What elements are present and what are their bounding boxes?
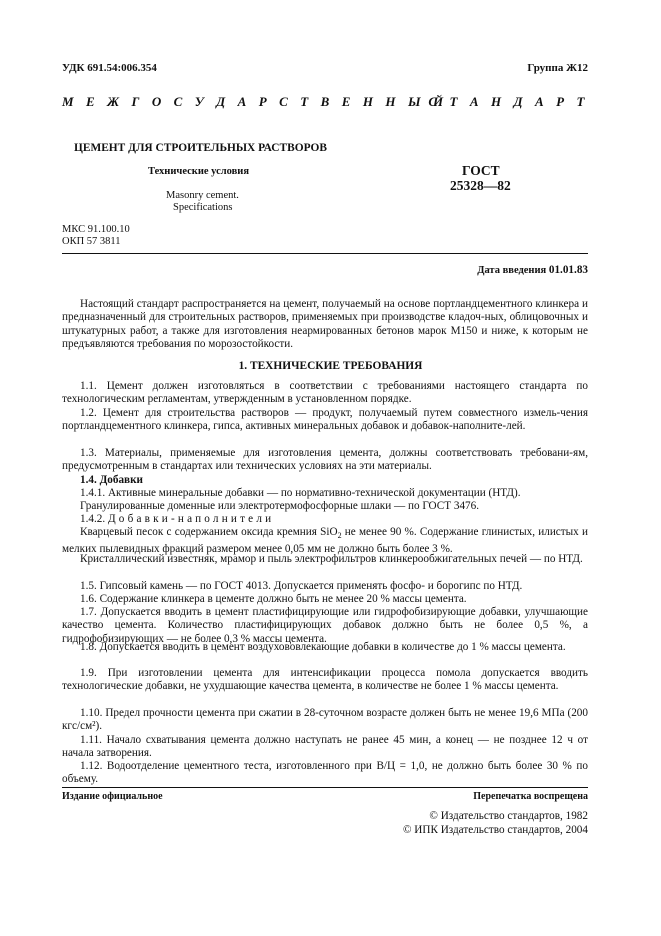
intro-paragraph: Настоящий стандарт распространяется на цемент, получаемый на основе портландцементного клинкера и предназначенный для строительных растворов, применяемых при производстве кладоч-ных, облицовочных и штукатурных работ, а также для изготовления неармированных бетонов марок М150 и ниже, к которым не предъявляются требования по морозостойкости.: [62, 298, 588, 351]
clause-1-2: 1.2. Цемент для строительства растворов — продукт, получаемый путем совместного измель-чения портландцементного клинкера, гипса, активных минеральных добавок и добавок-наполните-лей.: [62, 407, 588, 433]
english-title-line2: Specifications: [173, 202, 233, 213]
standard-banner-left: М Е Ж Г О С У Д А Р С Т В Е Н Н Ы Й: [62, 94, 447, 109]
introduction-date-value: 01.01.83: [548, 264, 588, 276]
clause-1-4-2-number: 1.4.2.: [80, 513, 106, 525]
clause-1-4-2b: Кристаллический известняк, мрамор и пыль электрофильтров клинкерообжигательных печей — по НТД.: [80, 553, 583, 565]
okp-code: ОКП 57 3811: [62, 236, 121, 247]
clause-1-4-2-title: Добавки-наполнители: [107, 513, 275, 525]
title-divider: [62, 253, 588, 254]
clause-1-4-2: [62, 513, 588, 526]
clause-1-9: 1.9. При изготовлении цемента для интенсификации процесса помола допускается вводить технологические добавки, не ухудшающие качества цемента, в количестве не более 1 % массы цемента.: [62, 667, 588, 693]
document-subtitle: Технические условия: [148, 166, 250, 177]
footer-divider: [62, 787, 588, 788]
standard-banner-right: С Т А Н Д А Р Т: [428, 94, 588, 109]
section-heading: 1. ТЕХНИЧЕСКИЕ ТРЕБОВАНИЯ: [238, 360, 423, 372]
clause-1-4-2a-pre: Кварцевый песок с содержанием оксида кремния SiO: [80, 526, 338, 538]
clause-1-4-2a-post: не менее 90 %. Содержание глинистых, илистых и мелких пылевидных фракций размером менее 0,05 мм не должно быть более 3 %.: [62, 526, 588, 555]
document-title: ЦЕМЕНТ ДЛЯ СТРОИТЕЛЬНЫХ РАСТВОРОВ: [74, 142, 327, 154]
clause-1-8: 1.8. Допускается вводить в цемент воздухововлекающие добавки в количестве до 1 % массы цемента.: [80, 641, 566, 653]
clause-1-5: 1.5. Гипсовый камень — по ГОСТ 4013. Допускается применять фосфо- и борогипс по НТД.: [80, 580, 523, 592]
clause-1-7: 1.7. Допускается вводить в цемент пластифицирующие или гидрофобизирующие добавки, улучшающие качество цемента. Количество пластифицирующих добавок должно быть не более 0,5 %, а гидрофобизирующих — не более 0,3 % массы цемента.: [62, 606, 588, 645]
clause-1-4-1: 1.4.1. Активные минеральные добавки — по нормативно-технической документации (НТД).: [80, 487, 521, 499]
gost-number: 25328—82: [450, 178, 511, 193]
clause-1-4-1b: Гранулированные доменные или электротермофосфорные шлаки — по ГОСТ 3476.: [80, 500, 480, 512]
gost-label: ГОСТ: [462, 163, 500, 178]
clause-1-10: 1.10. Предел прочности цемента при сжатии в 28-суточном возрасте должен быть не менее 19,6 МПа (200 кгс/см²).: [62, 707, 588, 733]
clause-1-3: 1.3. Материалы, применяемые для изготовления цемента, должны соответствовать требовани-ям, предусмотренным в стандартах или технических условиях на эти материалы.: [62, 447, 588, 473]
reprint-notice: Перепечатка воспрещена: [473, 791, 588, 802]
clause-1-1: 1.1. Цемент должен изготовляться в соответствии с требованиями настоящего стандарта по технологическим регламентам, утвержденным в установленном порядке.: [62, 380, 588, 406]
copyright-1982: © Издательство стандартов, 1982: [429, 810, 588, 822]
introduction-date: [477, 264, 588, 276]
clause-1-12: 1.12. Водоотделение цементного теста, изготовленного при В/Ц = 1,0, не должно быть более 30 % по объему.: [62, 760, 588, 786]
clause-1-4-2a-sub: 2: [337, 531, 342, 541]
official-edition-label: Издание официальное: [62, 791, 163, 802]
clause-1-4-2a: [62, 526, 588, 556]
group-code: Группа Ж12: [527, 62, 588, 74]
clause-1-4: 1.4. Добавки: [80, 474, 143, 486]
clause-1-6: 1.6. Содержание клинкера в цементе должно быть не менее 20 % массы цемента.: [80, 593, 467, 605]
copyright-2004: © ИПК Издательство стандартов, 2004: [402, 824, 588, 836]
clause-1-11: 1.11. Начало схватывания цемента должно наступать не ранее 45 мин, а конец — не позднее 12 ч от начала затворения.: [62, 734, 588, 760]
mks-code: МКС 91.100.10: [62, 224, 130, 235]
introduction-date-label: Дата введения: [477, 265, 547, 276]
english-title-line1: Masonry cement.: [166, 190, 239, 201]
udk-code: УДК 691.54:006.354: [62, 62, 157, 74]
